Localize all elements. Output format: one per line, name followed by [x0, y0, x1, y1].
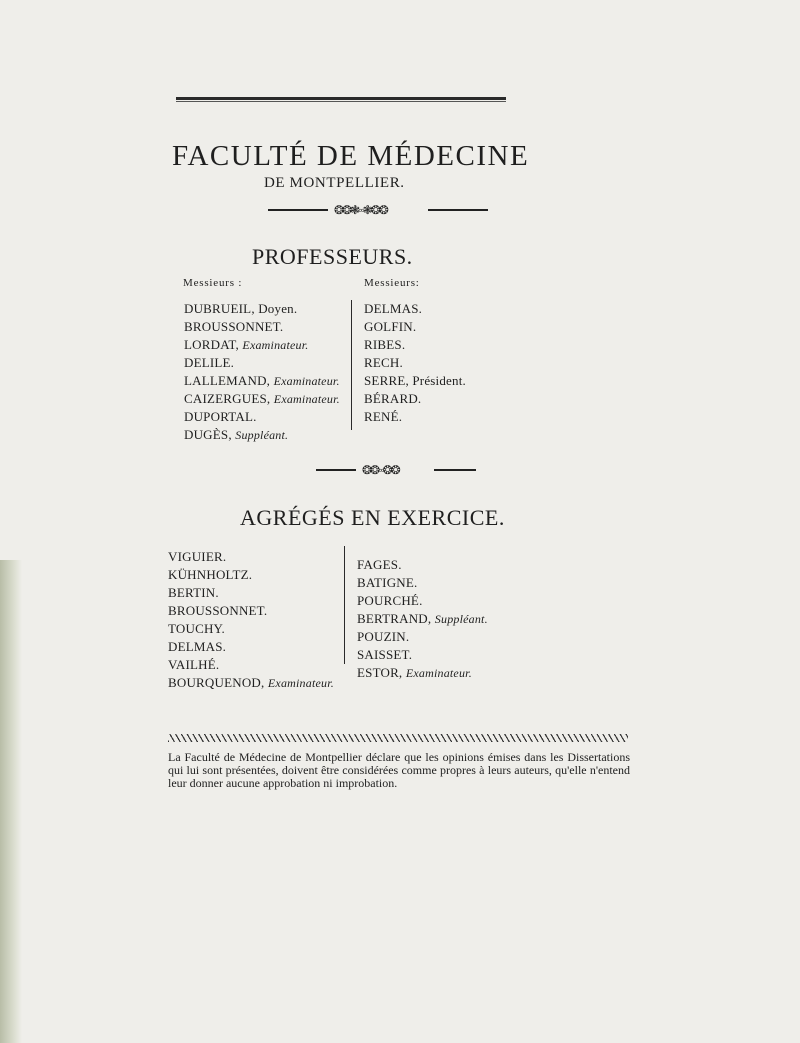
list-item: DUGÈS, Suppléant. [184, 427, 289, 442]
list-item: POURCHÉ. [357, 593, 423, 608]
list-item: BROUSSONNET. [168, 603, 268, 618]
zigzag-rule [168, 734, 628, 742]
list-item: SERRE, Président. [364, 373, 466, 388]
top-rule-thin [176, 101, 506, 102]
list-item: VAILHÉ. [168, 657, 220, 672]
list-item: FAGES. [357, 557, 402, 572]
professeurs-left-label: Messieurs : [183, 277, 243, 289]
column-divider [351, 300, 352, 430]
list-item: BERTRAND, Suppléant. [357, 611, 488, 626]
list-item: KÜHNHOLTZ. [168, 567, 253, 582]
list-item: ESTOR, Examinateur. [357, 665, 472, 680]
faculty-title: FACULTÉ DE MÉDECINE [172, 140, 530, 172]
agreges-left-list [168, 548, 334, 692]
list-item: DUBRUEIL, Doyen. [184, 301, 298, 316]
list-item: LALLEMAND, Examinateur. [184, 373, 340, 388]
binding-edge [0, 560, 22, 1043]
ornament-divider-top: ❂❂❃◦◦❃❂❂ [268, 205, 488, 215]
list-item: SAISSET. [357, 647, 413, 662]
list-item: RIBES. [364, 337, 406, 352]
list-item: BERTIN. [168, 585, 219, 600]
list-item: LORDAT, Examinateur. [184, 337, 309, 352]
ornament-divider-middle: ❂❂◦◦❂❂ [316, 465, 476, 475]
professeurs-right-list [364, 300, 466, 426]
list-item: GOLFIN. [364, 319, 417, 334]
list-item: DUPORTAL. [184, 409, 257, 424]
list-item: DELMAS. [364, 301, 423, 316]
list-item: RECH. [364, 355, 403, 370]
disclaimer-text: La Faculté de Médecine de Montpellier déclare que les opinions émises dans les Dissertations qui lui sont présentées, doivent être considérées comme propres à leurs auteurs, qu'elle n'entend leur donner aucune approbation ni improbation. [168, 750, 630, 790]
professeurs-left-list [184, 300, 340, 444]
list-item: CAIZERGUES, Examinateur. [184, 391, 340, 406]
list-item: BROUSSONNET. [184, 319, 284, 334]
agreges-heading: AGRÉGÉS EN EXERCICE. [240, 505, 505, 530]
list-item: RENÉ. [364, 409, 403, 424]
agreges-right-list [357, 556, 488, 682]
list-item: DELMAS. [168, 639, 227, 654]
list-item: POUZIN. [357, 629, 410, 644]
professeurs-heading: PROFESSEURS. [252, 244, 413, 269]
list-item: DELILE. [184, 355, 235, 370]
list-item: TOUCHY. [168, 621, 225, 636]
faculty-subtitle: DE MONTPELLIER. [264, 175, 405, 191]
top-rule [176, 97, 506, 100]
column-divider [344, 546, 345, 664]
list-item: BATIGNE. [357, 575, 418, 590]
list-item: BOURQUENOD, Examinateur. [168, 675, 334, 690]
professeurs-right-label: Messieurs: [364, 277, 420, 289]
disclaimer-paragraph [168, 751, 630, 790]
list-item: BÉRARD. [364, 391, 422, 406]
list-item: VIGUIER. [168, 549, 227, 564]
